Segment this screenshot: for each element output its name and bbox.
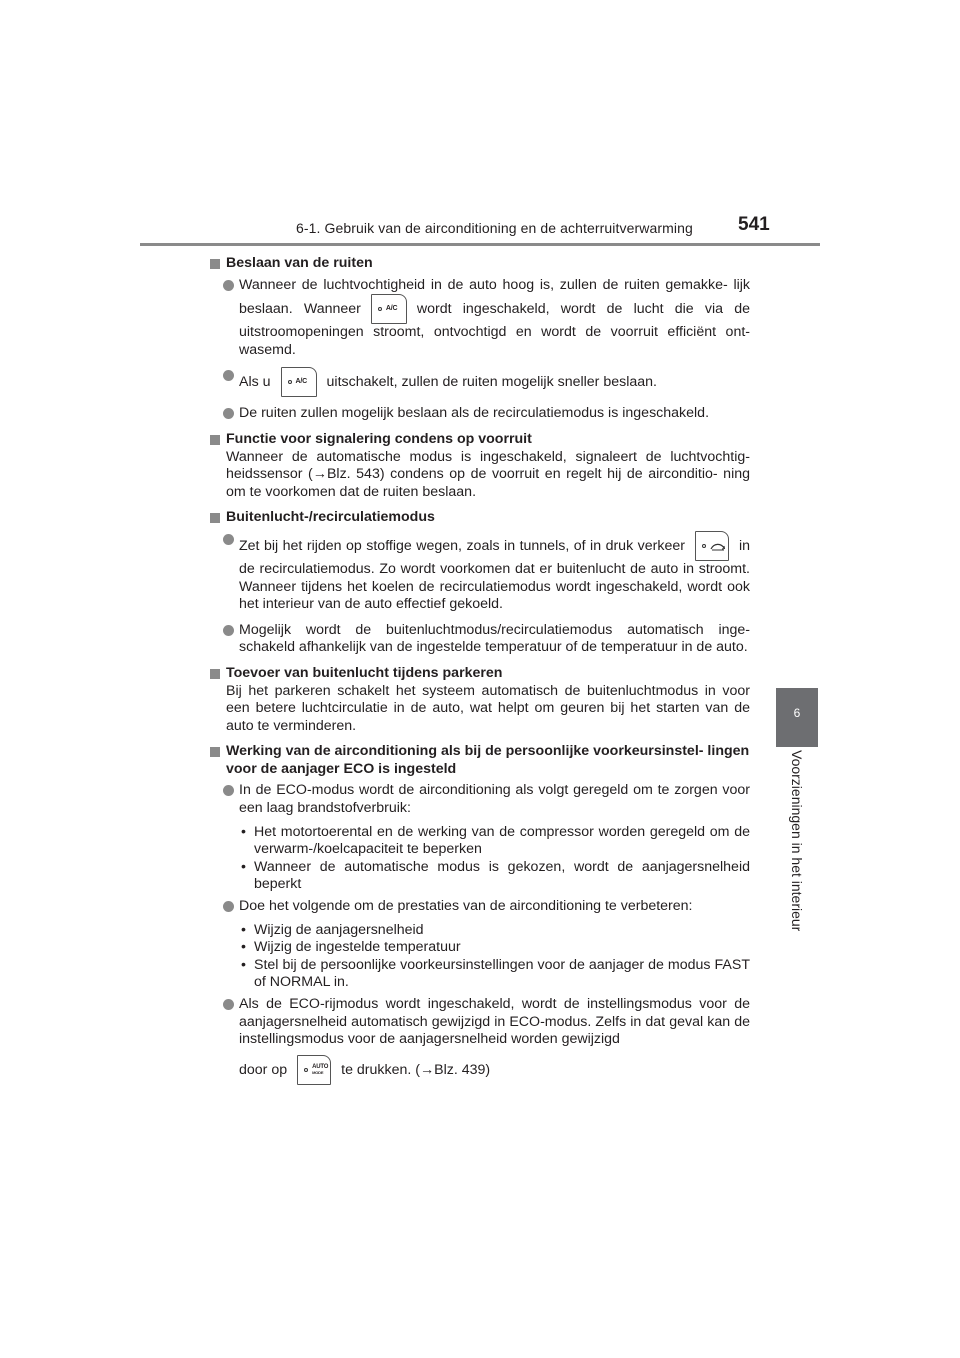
bullet-text: Als de ECO-rijmodus wordt ingeschakeld, wordt de instellingsmodus voor de aanjagersnelheid automatisch gewijzigd in ECO-modus. Zelfs in dat geval kan de instellingsmodus voor de aanjagersnelheid worden gewijzigd bbox=[239, 996, 750, 1048]
paragraph: Wanneer de automatische modus is ingeschakeld, signaleert de luchtvochtig- heidssensor (→Blz. 543) condens op de voorruit en regelt hij de airconditio- ning om te voorkomen dat de ruiten beslaan. bbox=[226, 448, 750, 500]
auto-button-label: AUTO MODE bbox=[312, 1064, 329, 1076]
bullet-item bbox=[210, 898, 750, 916]
indicator-light-icon bbox=[378, 307, 382, 311]
indicator-light-icon bbox=[702, 544, 706, 548]
dash-item: • Het motortoerental en de werking van de compressor worden geregeld om de verwarm-/koelcapaciteit te beperken bbox=[241, 823, 750, 858]
dash-text: Wijzig de ingestelde temperatuur bbox=[254, 939, 461, 956]
bullet-text: Doe het volgende om de prestaties van de airconditioning te verbeteren: bbox=[239, 898, 693, 915]
bullet-item bbox=[210, 782, 750, 817]
page-number: 541 bbox=[738, 214, 770, 235]
round-bullet-icon bbox=[223, 901, 234, 912]
auto-mode-button-icon bbox=[297, 1055, 331, 1085]
dash-item: • Wanneer de automatische modus is gekozen, wordt de aanjagersnelheid beperkt bbox=[241, 858, 750, 893]
bullet-text: Mogelijk wordt de buitenluchtmodus/recirculatiemodus automatisch inge- schakeld afhankelijk van de ingestelde temperatuur of de temperatuur in de auto. bbox=[239, 621, 750, 656]
bullet-text: uitschakelt, zullen de ruiten mogelijk sneller beslaan. bbox=[326, 374, 657, 391]
bullet-text: door op bbox=[239, 1061, 288, 1078]
bullet-text: Zet bij het rijden op stoffige wegen, zoals in tunnels, of in druk verkeer bbox=[239, 537, 685, 554]
bullet-item bbox=[210, 405, 750, 423]
chapter-side-label bbox=[776, 750, 818, 950]
square-bullet-icon bbox=[210, 747, 220, 757]
paragraph: Bij het parkeren schakelt het systeem automatisch de buitenluchtmodus in voor een betere luchtcirculatie in de auto, wat helpt om geuren bij het starten van de auto te verminderen. bbox=[226, 682, 750, 734]
dash-text: Stel bij de persoonlijke voorkeursinstellingen voor de aanjager de modus FAST of NORMAL in. bbox=[254, 956, 750, 991]
chapter-title: Voorzieningen in het interieur bbox=[789, 750, 805, 932]
section-title: Beslaan van de ruiten bbox=[226, 255, 373, 271]
running-header: 6-1. Gebruik van de airconditioning en de achterruitverwarming bbox=[296, 220, 693, 236]
bullet-text: De ruiten zullen mogelijk beslaan als de recirculatiemodus is ingeschakeld. bbox=[239, 405, 710, 422]
bullet-text: Als u bbox=[239, 374, 271, 391]
ac-button-icon bbox=[371, 294, 407, 324]
square-bullet-icon bbox=[210, 259, 220, 269]
section-title: Werking van de airconditioning als bij de persoonlijke voorkeursinstel- lingen voor de aanjager ECO is ingesteld bbox=[226, 743, 750, 777]
round-bullet-icon bbox=[223, 408, 234, 419]
bullet-text: In de ECO-modus wordt de airconditioning als volgt geregeld om te zorgen voor een laag brandstofverbruik: bbox=[239, 782, 750, 817]
dash-item: • Wijzig de ingestelde temperatuur bbox=[241, 939, 461, 956]
bullet-text: in de recirculatiemodus. Zo wordt voorkomen dat er buitenlucht de auto in stroomt. Wanneer tijdens het koelen de recirculatiemodus wordt ingeschakeld, wordt ook het interieur van de auto effectief gekoeld. bbox=[239, 537, 750, 613]
section-heading bbox=[210, 509, 750, 527]
dash-text: Wijzig de aanjagersnelheid bbox=[254, 921, 424, 938]
bullet-item bbox=[210, 367, 750, 397]
dash-text: Wanneer de automatische modus is gekozen, wordt de aanjagersnelheid beperkt bbox=[254, 858, 750, 893]
round-bullet-icon bbox=[223, 785, 234, 796]
chapter-number: 6 bbox=[793, 706, 801, 720]
dash-item: • Wijzig de aanjagersnelheid bbox=[241, 921, 424, 938]
section-title: Buitenlucht-/recirculatiemodus bbox=[226, 509, 435, 526]
section-title: Toevoer van buitenlucht tijdens parkeren bbox=[226, 664, 503, 681]
round-bullet-icon bbox=[223, 280, 234, 291]
square-bullet-icon bbox=[210, 435, 220, 445]
bullet-item bbox=[210, 277, 750, 360]
round-bullet-icon bbox=[223, 999, 234, 1010]
section-title: Functie voor signalering condens op voorruit bbox=[226, 430, 532, 447]
dash-item: • Stel bij de persoonlijke voorkeursinstellingen voor de aanjager de modus FAST of NORMAL in. bbox=[241, 956, 750, 991]
round-bullet-icon bbox=[223, 625, 234, 636]
header-rule bbox=[140, 243, 820, 246]
section-heading bbox=[210, 431, 750, 449]
bullet-item bbox=[210, 531, 750, 614]
square-bullet-icon bbox=[210, 669, 220, 679]
ac-button-label: A/C bbox=[295, 378, 308, 386]
bullet-text: wordt ingeschakeld, wordt de lucht die via de uitstroomopeningen stroomt, ontvochtigd en wordt de voorruit efficiënt ont- wasemd. bbox=[239, 300, 751, 358]
bullet-text: te drukken. (→Blz. 439) bbox=[341, 1061, 491, 1078]
square-bullet-icon bbox=[210, 513, 220, 523]
indicator-light-icon bbox=[288, 380, 292, 384]
ac-button-label: A/C bbox=[385, 305, 398, 313]
recirculation-button-icon bbox=[695, 531, 729, 561]
dash-text: Het motortoerental en de werking van de compressor worden geregeld om de verwarm-/koelcapaciteit te beperken bbox=[254, 823, 750, 858]
ac-button-icon bbox=[281, 367, 317, 397]
bullet-text: Wanneer de luchtvochtigheid in de auto hoog is, zullen de ruiten gemakke- lijk beslaan. Wanneer bbox=[239, 276, 750, 317]
chapter-tab bbox=[776, 688, 818, 747]
section-heading bbox=[210, 743, 750, 778]
section-heading bbox=[210, 255, 750, 273]
bullet-continuation bbox=[210, 1053, 750, 1087]
round-bullet-icon bbox=[223, 370, 234, 381]
indicator-light-icon bbox=[304, 1068, 308, 1072]
section-heading bbox=[210, 665, 750, 683]
recirculation-arrow-icon bbox=[710, 543, 726, 551]
page-content bbox=[210, 255, 750, 1087]
bullet-item bbox=[210, 622, 750, 657]
round-bullet-icon bbox=[223, 534, 234, 545]
bullet-item bbox=[210, 996, 750, 1049]
